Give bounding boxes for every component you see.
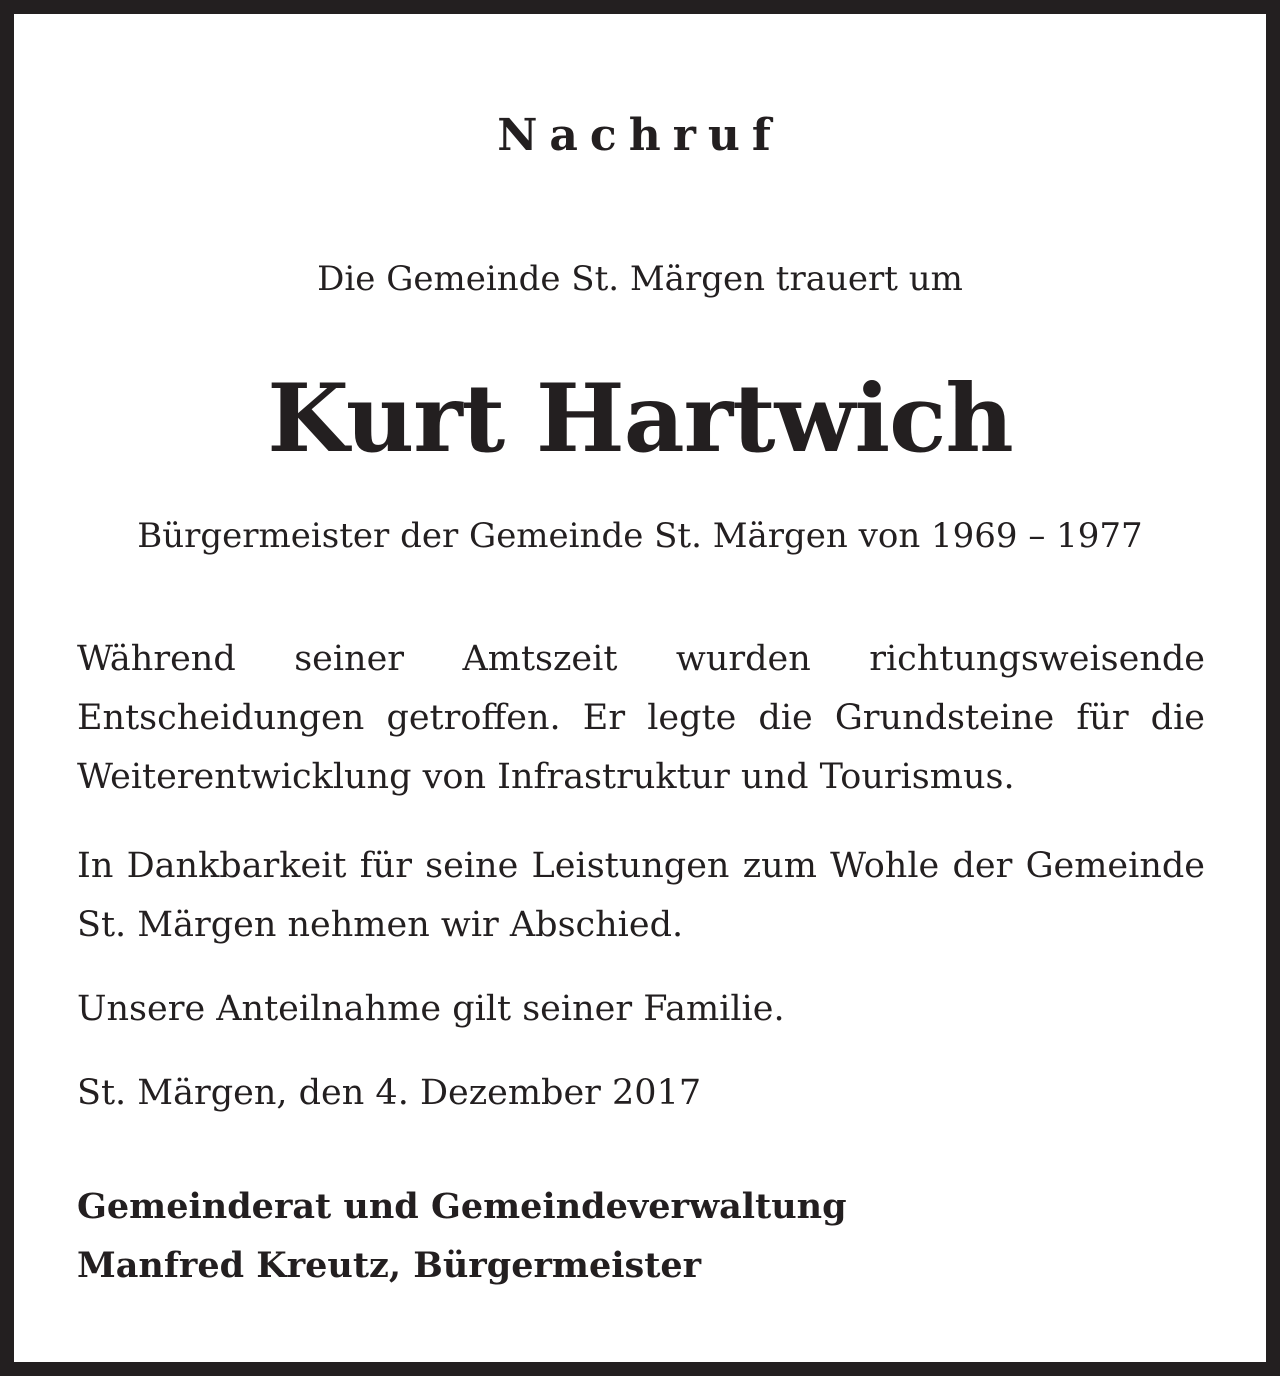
paragraph-tenure: Während seiner Amtszeit wurden richtungsweisende Entscheidungen getroffen. Er legte die Grundsteine für die Weiterentwicklung von Infrastruktur und Tourismus.	[77, 639, 1205, 797]
paragraph-gratitude: In Dankbarkeit für seine Leistungen zum Wohle der Gemeinde St. Märgen nehmen wir Abschied.	[77, 846, 1205, 945]
signature-signatory: Manfred Kreutz, Bürgermeister	[77, 1245, 702, 1286]
deceased-name: Kurt Hartwich	[267, 364, 1013, 474]
deceased-role: Bürgermeister der Gemeinde St. Märgen von 1969 – 1977	[137, 516, 1143, 556]
notice-intro: Die Gemeinde St. Märgen trauert um	[317, 259, 963, 299]
notice-heading: Nachruf	[497, 110, 783, 161]
place-and-date: St. Märgen, den 4. Dezember 2017	[77, 1073, 702, 1113]
paragraph-condolence: Unsere Anteilnahme gilt seiner Familie.	[77, 989, 785, 1029]
signature-organization: Gemeinderat und Gemeindeverwaltung	[77, 1186, 847, 1227]
